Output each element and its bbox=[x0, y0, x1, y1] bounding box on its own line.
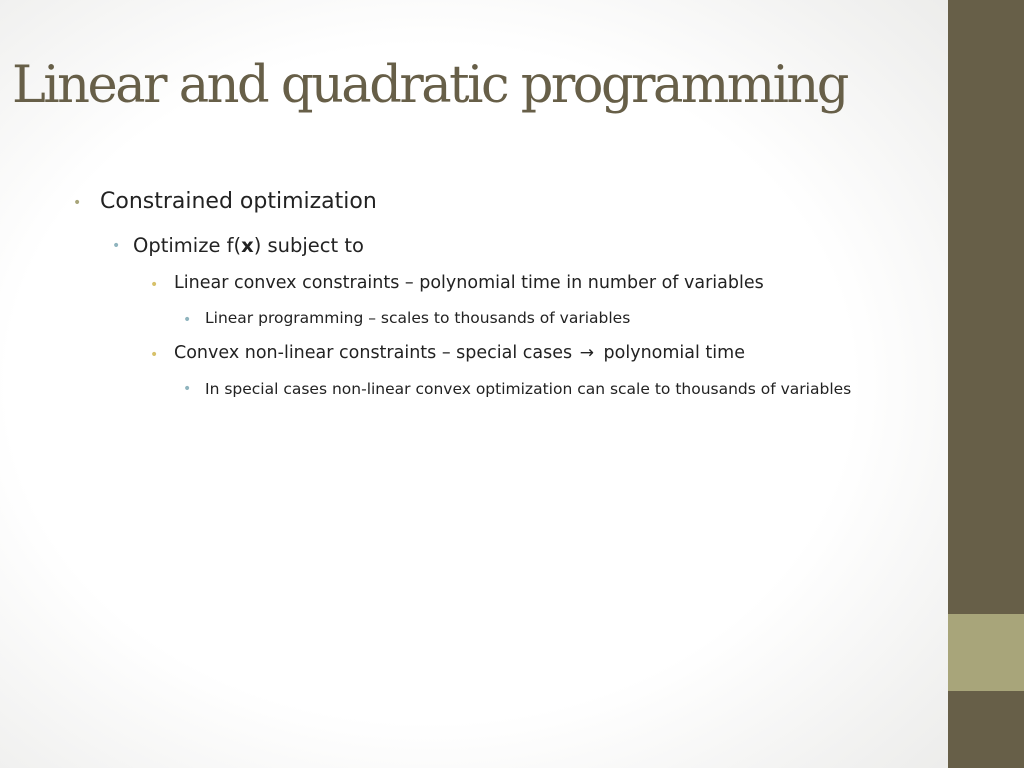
bullet-text: In special cases non-linear convex optimization can scale to thousands of variables bbox=[205, 380, 852, 398]
bullet-marker: • bbox=[183, 381, 192, 397]
bullet-special-cases-nonlinear bbox=[205, 375, 895, 403]
bullet-marker: • bbox=[183, 312, 192, 328]
bullet-linear-convex-constraints bbox=[174, 273, 764, 293]
sidebar-accent-block bbox=[948, 614, 1024, 691]
bullet-marker: • bbox=[73, 195, 82, 211]
bullet-linear-programming bbox=[205, 309, 630, 327]
bullet-text-suffix: polynomial time bbox=[603, 343, 745, 363]
bullet-text: Linear programming – scales to thousands of variables bbox=[205, 309, 631, 327]
bullet-text-prefix: Convex non-linear constraints – special cases bbox=[174, 343, 573, 363]
bullet-marker: • bbox=[150, 277, 159, 293]
bullet-text: Linear convex constraints – polynomial time in number of variables bbox=[174, 273, 764, 293]
bullet-text: Constrained optimization bbox=[100, 189, 377, 214]
bullet-text-prefix: Optimize f( bbox=[133, 234, 242, 257]
bullet-text-suffix: ) subject to bbox=[253, 234, 364, 257]
bullet-optimize-fx bbox=[133, 234, 364, 257]
slide-title: Linear and quadratic programming bbox=[12, 56, 847, 115]
arrow-right-icon: → bbox=[579, 343, 594, 363]
bullet-text-bold-variable: x bbox=[241, 234, 254, 257]
bullet-marker: • bbox=[150, 347, 159, 363]
bullet-marker: • bbox=[112, 238, 121, 254]
bullet-convex-nonlinear-constraints bbox=[174, 343, 745, 363]
bullet-constrained-optimization bbox=[100, 189, 377, 214]
